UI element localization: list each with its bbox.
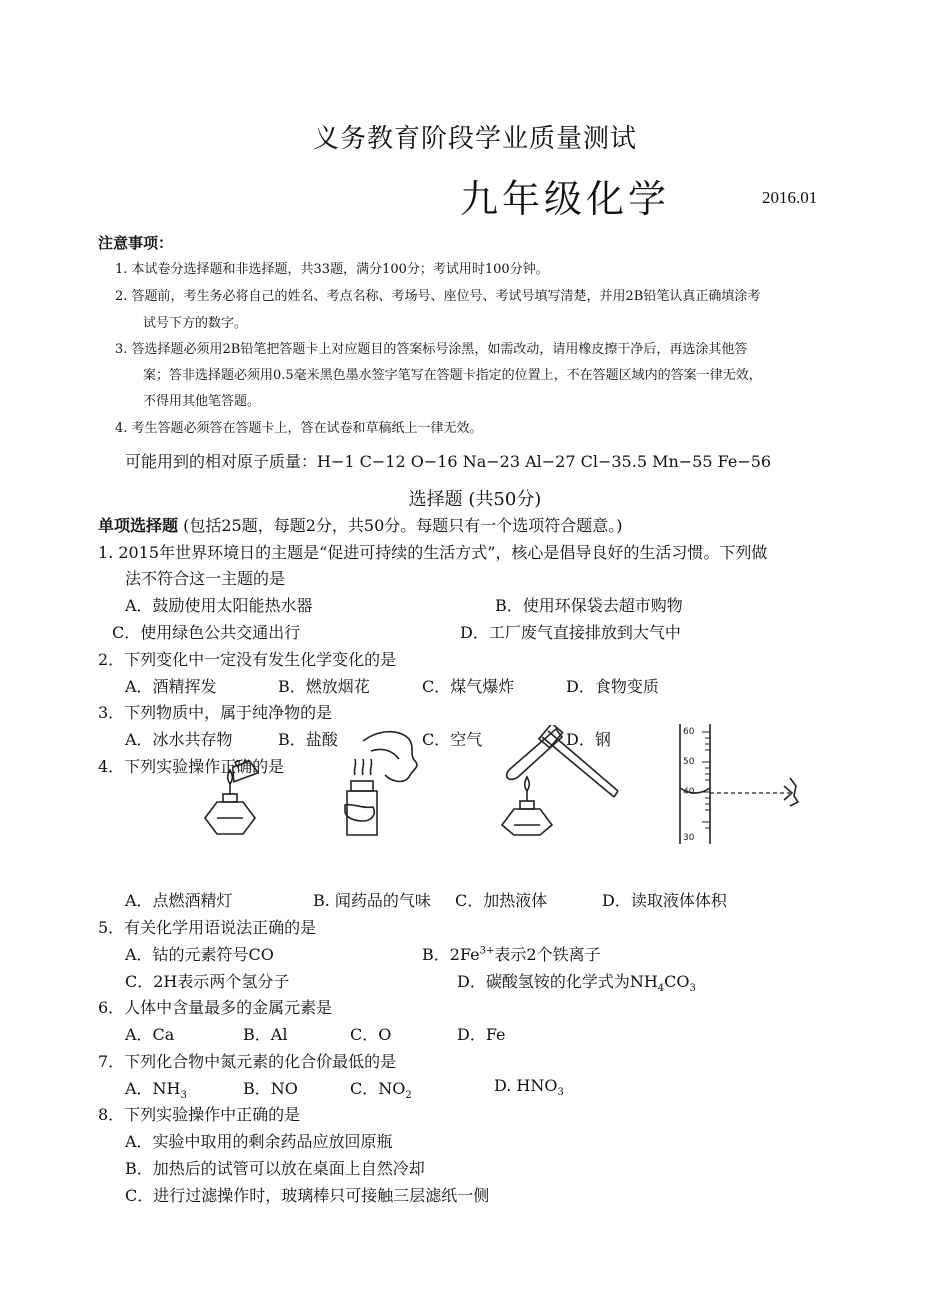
q5-option-c: C．2H表示两个氢分子: [125, 972, 290, 991]
q2-option-c: C．煤气爆炸: [422, 677, 515, 696]
q5-stem: 5．有关化学用语说法正确的是: [98, 918, 317, 937]
q5-b-post: 表示2个铁离子: [494, 945, 601, 964]
q7-c-pre: C．NO: [350, 1079, 406, 1098]
exam-date: 2016.01: [762, 188, 818, 207]
q3-option-c: C．空气: [422, 730, 483, 749]
notice-item-1: 1. 本试卷分选择题和非选择题，共33题，满分100分；考试用时100分钟。: [115, 262, 549, 277]
q8-stem: 8．下列实验操作中正确的是: [98, 1105, 301, 1124]
q5-d-sub2: 3: [689, 983, 696, 995]
q1-option-d: D．工厂废气直接排放到大气中: [460, 623, 681, 642]
q1-stem-cont: 法不符合这一主题的是: [125, 569, 286, 588]
q8-option-a: A．实验中取用的剩余药品应放回原瓶: [125, 1132, 393, 1151]
q7-a-sub: 3: [180, 1090, 187, 1102]
q2-option-d: D．食物变质: [566, 677, 659, 696]
notice-heading: 注意事项：: [98, 234, 174, 252]
q3-option-b: B．盐酸: [278, 730, 338, 749]
q7-option-d: [494, 1076, 564, 1098]
section-type-desc: (包括25题，每题2分，共50分。每题只有一个选项符合题意。): [178, 516, 623, 535]
q8-option-b: B．加热后的试管可以放在桌面上自然冷却: [125, 1159, 425, 1178]
q7-stem: 7．下列化合物中氮元素的化合价最低的是: [98, 1052, 397, 1071]
q8-option-c: C．进行过滤操作时，玻璃棒只可接触三层滤纸一侧: [125, 1186, 490, 1205]
q1-option-c: C．使用绿色公共交通出行: [112, 623, 301, 642]
q6-option-b: B．Al: [243, 1025, 288, 1044]
q4-option-d: D．读取液体体积: [602, 891, 727, 910]
section-title: 选择题 (共50分): [408, 489, 542, 510]
figure-c-heating-liquid: [490, 725, 625, 845]
q7-option-c: [350, 1076, 412, 1101]
exam-title: 义务教育阶段学业质量测试: [312, 124, 637, 154]
q7-option-b: B．NO: [243, 1079, 298, 1098]
q2-option-b: B．燃放烟花: [278, 677, 370, 696]
notice-item-3-cont2: 不得用其他笔答题。: [143, 394, 261, 409]
section-desc: [98, 513, 623, 536]
q5-d-sub1: 4: [657, 983, 665, 995]
q4-option-c: C．加热液体: [455, 891, 548, 910]
q3-option-d: D．钢: [566, 730, 611, 749]
q1-option-a: A．鼓励使用太阳能热水器: [125, 596, 313, 615]
q5-option-a: A．钴的元素符号CO: [125, 945, 274, 964]
notice-item-2-cont: 试号下方的数字。: [143, 316, 248, 331]
q5-b-pre: B．2Fe: [422, 945, 480, 964]
cylinder-label-40: 40: [683, 787, 695, 797]
section-type-label: 单项选择题: [98, 516, 179, 535]
q6-option-d: D．Fe: [457, 1025, 506, 1044]
figure-d-reading-volume: [672, 720, 812, 850]
q4-stem: 4．下列实验操作正确的是: [98, 757, 285, 776]
q4-option-a: A．点燃酒精灯: [125, 891, 233, 910]
q7-option-a: [125, 1076, 187, 1101]
q3-stem: 3．下列物质中，属于纯净物的是: [98, 703, 333, 722]
q5-d-pre: D．碳酸氢铵的化学式为NH: [457, 972, 658, 991]
cylinder-label-60: 60: [683, 727, 695, 737]
q1-option-b: B．使用环保袋去超市购物: [495, 596, 683, 615]
figure-a-lighting-lamp: [195, 760, 275, 840]
q1-stem: 1. 2015年世界环境日的主题是“促进可持续的生活方式”，核心是倡导良好的生活习惯。下列做: [98, 543, 768, 562]
atomic-mass-line: 可能用到的相对原子质量：H−1 C−12 O−16 Na−23 Al−27 Cl−35.5 Mn−55 Fe−56: [125, 452, 772, 471]
notice-item-4: 4. 考生答题必须答在答题卡上，答在试卷和草稿纸上一律无效。: [115, 421, 483, 436]
cylinder-label-50: 50: [683, 757, 695, 767]
figure-b-smelling-gas: [335, 725, 430, 845]
cylinder-label-30: 30: [683, 833, 695, 843]
notice-item-3: 3. 答选择题必须用2B铅笔把答题卡上对应题目的答案标号涂黑，如需改动，请用橡皮擦干净后，再选涂其他答: [115, 342, 748, 357]
q3-option-a: A．冰水共存物: [125, 730, 233, 749]
q2-option-a: A．酒精挥发: [125, 677, 217, 696]
exam-subject: 九年级化学: [460, 177, 671, 221]
q7-d-pre: D. HNO: [494, 1076, 558, 1095]
q7-a-pre: A．NH: [125, 1079, 181, 1098]
q5-option-d: [457, 969, 696, 994]
q7-c-sub: 2: [405, 1090, 412, 1102]
notice-item-3-cont: 案；答非选择题必须用0.5毫米黑色墨水签字笔写在答题卡指定的位置上，不在答题区域内的答案一律无效，: [143, 368, 762, 383]
q2-stem: 2．下列变化中一定没有发生化学变化的是: [98, 650, 397, 669]
q6-option-c: C．O: [350, 1025, 392, 1044]
q5-b-sup: 3+: [479, 945, 495, 957]
q4-option-b: B. 闻药品的气味: [313, 891, 431, 910]
q6-option-a: A．Ca: [125, 1025, 175, 1044]
notice-item-2: 2. 答题前，考生务必将自己的姓名、考点名称、考场号、座位号、考试号填写清楚，并用2B铅笔认真正确填涂考: [115, 289, 761, 304]
q7-d-sub: 3: [557, 1087, 564, 1099]
q6-stem: 6．人体中含量最多的金属元素是: [98, 998, 333, 1017]
q5-option-b: [422, 942, 601, 965]
q5-d-mid: CO: [664, 972, 690, 991]
